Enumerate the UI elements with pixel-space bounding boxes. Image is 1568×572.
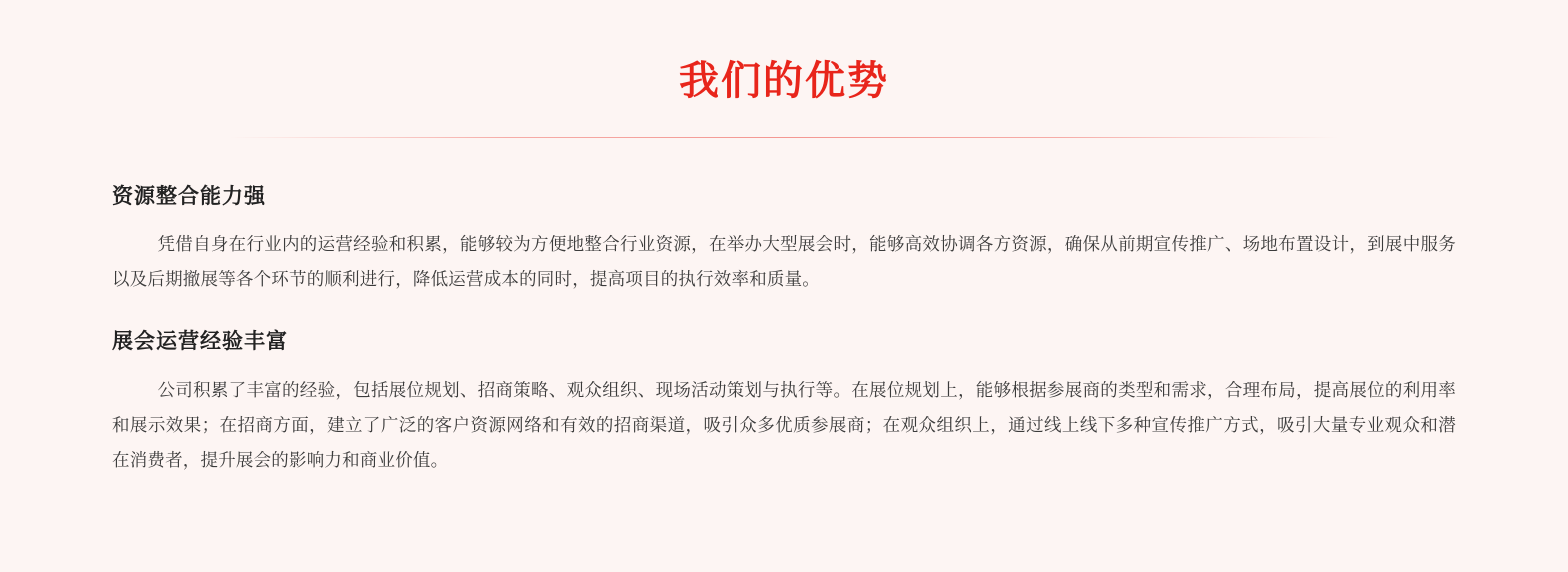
section-body: 凭借自身在行业内的运营经验和积累，能够较为方便地整合行业资源，在举办大型展会时，能够高效协调各方资源，确保从前期宣传推广、场地布置设计，到展中服务以及后期撤展等各个环节的顺利进行，降低运营成本的同时，提高项目的执行效率和质量。: [112, 234, 1456, 290]
section-heading: 展会运营经验丰富: [112, 330, 288, 354]
section-heading: 资源整合能力强: [112, 184, 266, 208]
section-body: 公司积累了丰富的经验，包括展位规划、招商策略、观众组织、现场活动策划与执行等。在展位规划上，能够根据参展商的类型和需求，合理布局，提高展位的利用率和展示效果；在招商方面，建立了广泛的客户资源网络和有效的招商渠道，吸引众多优质参展商；在观众组织上，通过线上线下多种宣传推广方式，吸引大量专业观众和潜在消费者，提升展会的影响力和商业价值。: [112, 379, 1456, 470]
sections-container: [0, 182, 1568, 478]
page-title: 我们的优势: [679, 58, 889, 103]
advantages-page: [0, 27, 1568, 572]
title-divider: [229, 137, 1339, 138]
section-block: [112, 327, 1456, 477]
section-block: [112, 182, 1456, 297]
